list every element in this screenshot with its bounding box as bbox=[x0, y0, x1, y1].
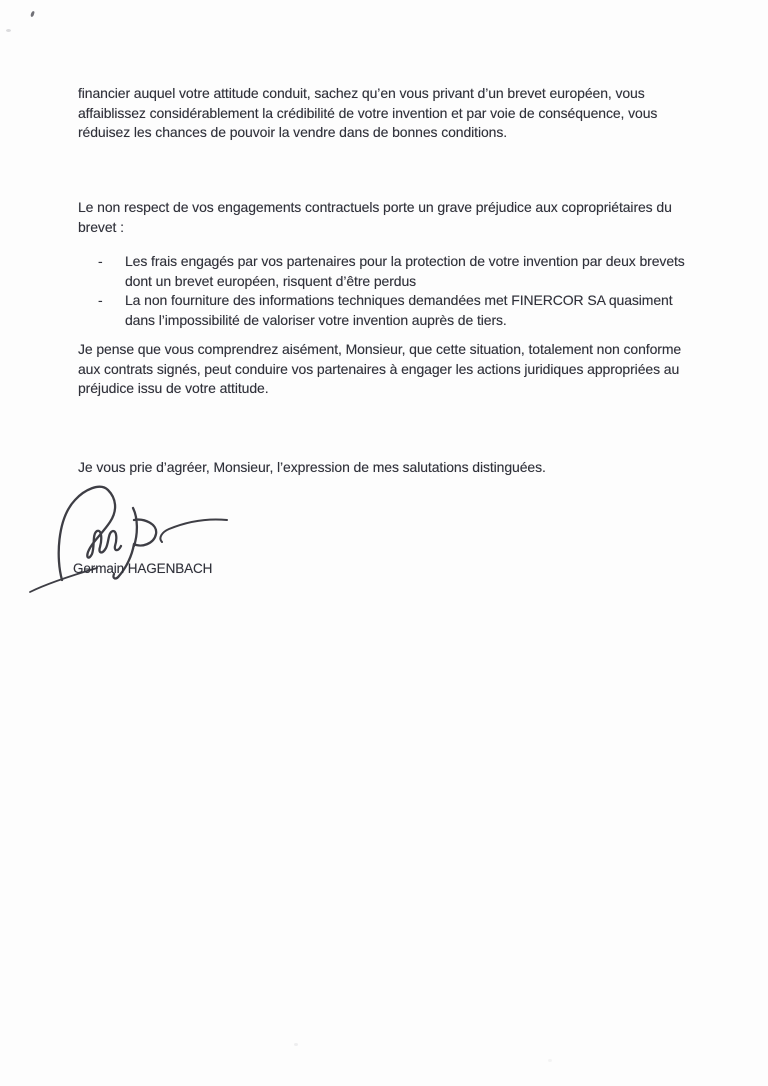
closing-line: Je vous prie d’agréer, Monsieur, l’expression de mes salutations distinguées. bbox=[78, 459, 546, 475]
signature-scrawl-icon bbox=[26, 474, 236, 604]
text-line: Le non respect de vos engagements contractuels porte un grave préjudice aux copropriétaires du bbox=[78, 199, 672, 215]
scan-speck bbox=[6, 29, 11, 32]
signatory-name: Germain HAGENBACH bbox=[73, 561, 213, 576]
scan-speck bbox=[294, 1043, 298, 1046]
bullet-marker: - bbox=[98, 292, 103, 309]
text-line: affaiblissez considérablement la crédibilité de votre invention et par voie de conséquence, vous bbox=[78, 104, 658, 121]
bullet-item bbox=[78, 291, 738, 330]
paragraph-warning bbox=[78, 340, 738, 399]
text-line: préjudice issu de votre attitude. bbox=[78, 380, 269, 397]
bullet-marker: - bbox=[98, 253, 103, 269]
scan-speck bbox=[548, 1059, 552, 1062]
bullet-list bbox=[78, 252, 738, 330]
text-line: La non fourniture des informations techniques demandées met FINERCOR SA quasiment bbox=[125, 292, 673, 309]
paragraph-grievance bbox=[78, 198, 738, 237]
text-line: brevet : bbox=[78, 218, 124, 235]
text-line: Les frais engagés par vos partenaires pour la protection de votre invention par deux brevets bbox=[125, 253, 685, 269]
text-line: financier auquel votre attitude conduit, sachez qu’en vous privant d’un brevet européen, vous bbox=[78, 85, 645, 101]
text-line: dont un brevet européen, risquent d’être perdus bbox=[125, 272, 417, 289]
text-line: dans l’impossibilité de valoriser votre invention auprès de tiers. bbox=[125, 311, 507, 328]
text-line: aux contrats signés, peut conduire vos partenaires à engager les actions juridiques appropriées au bbox=[78, 360, 680, 377]
bullet-item bbox=[78, 252, 738, 291]
paragraph-intro bbox=[78, 84, 738, 143]
text-line: réduisez les chances de pouvoir la vendre dans de bonnes conditions. bbox=[78, 124, 508, 141]
text-line: Je pense que vous comprendrez aisément, Monsieur, que cette situation, totalement non conforme bbox=[78, 341, 682, 357]
scan-speck bbox=[30, 11, 35, 18]
